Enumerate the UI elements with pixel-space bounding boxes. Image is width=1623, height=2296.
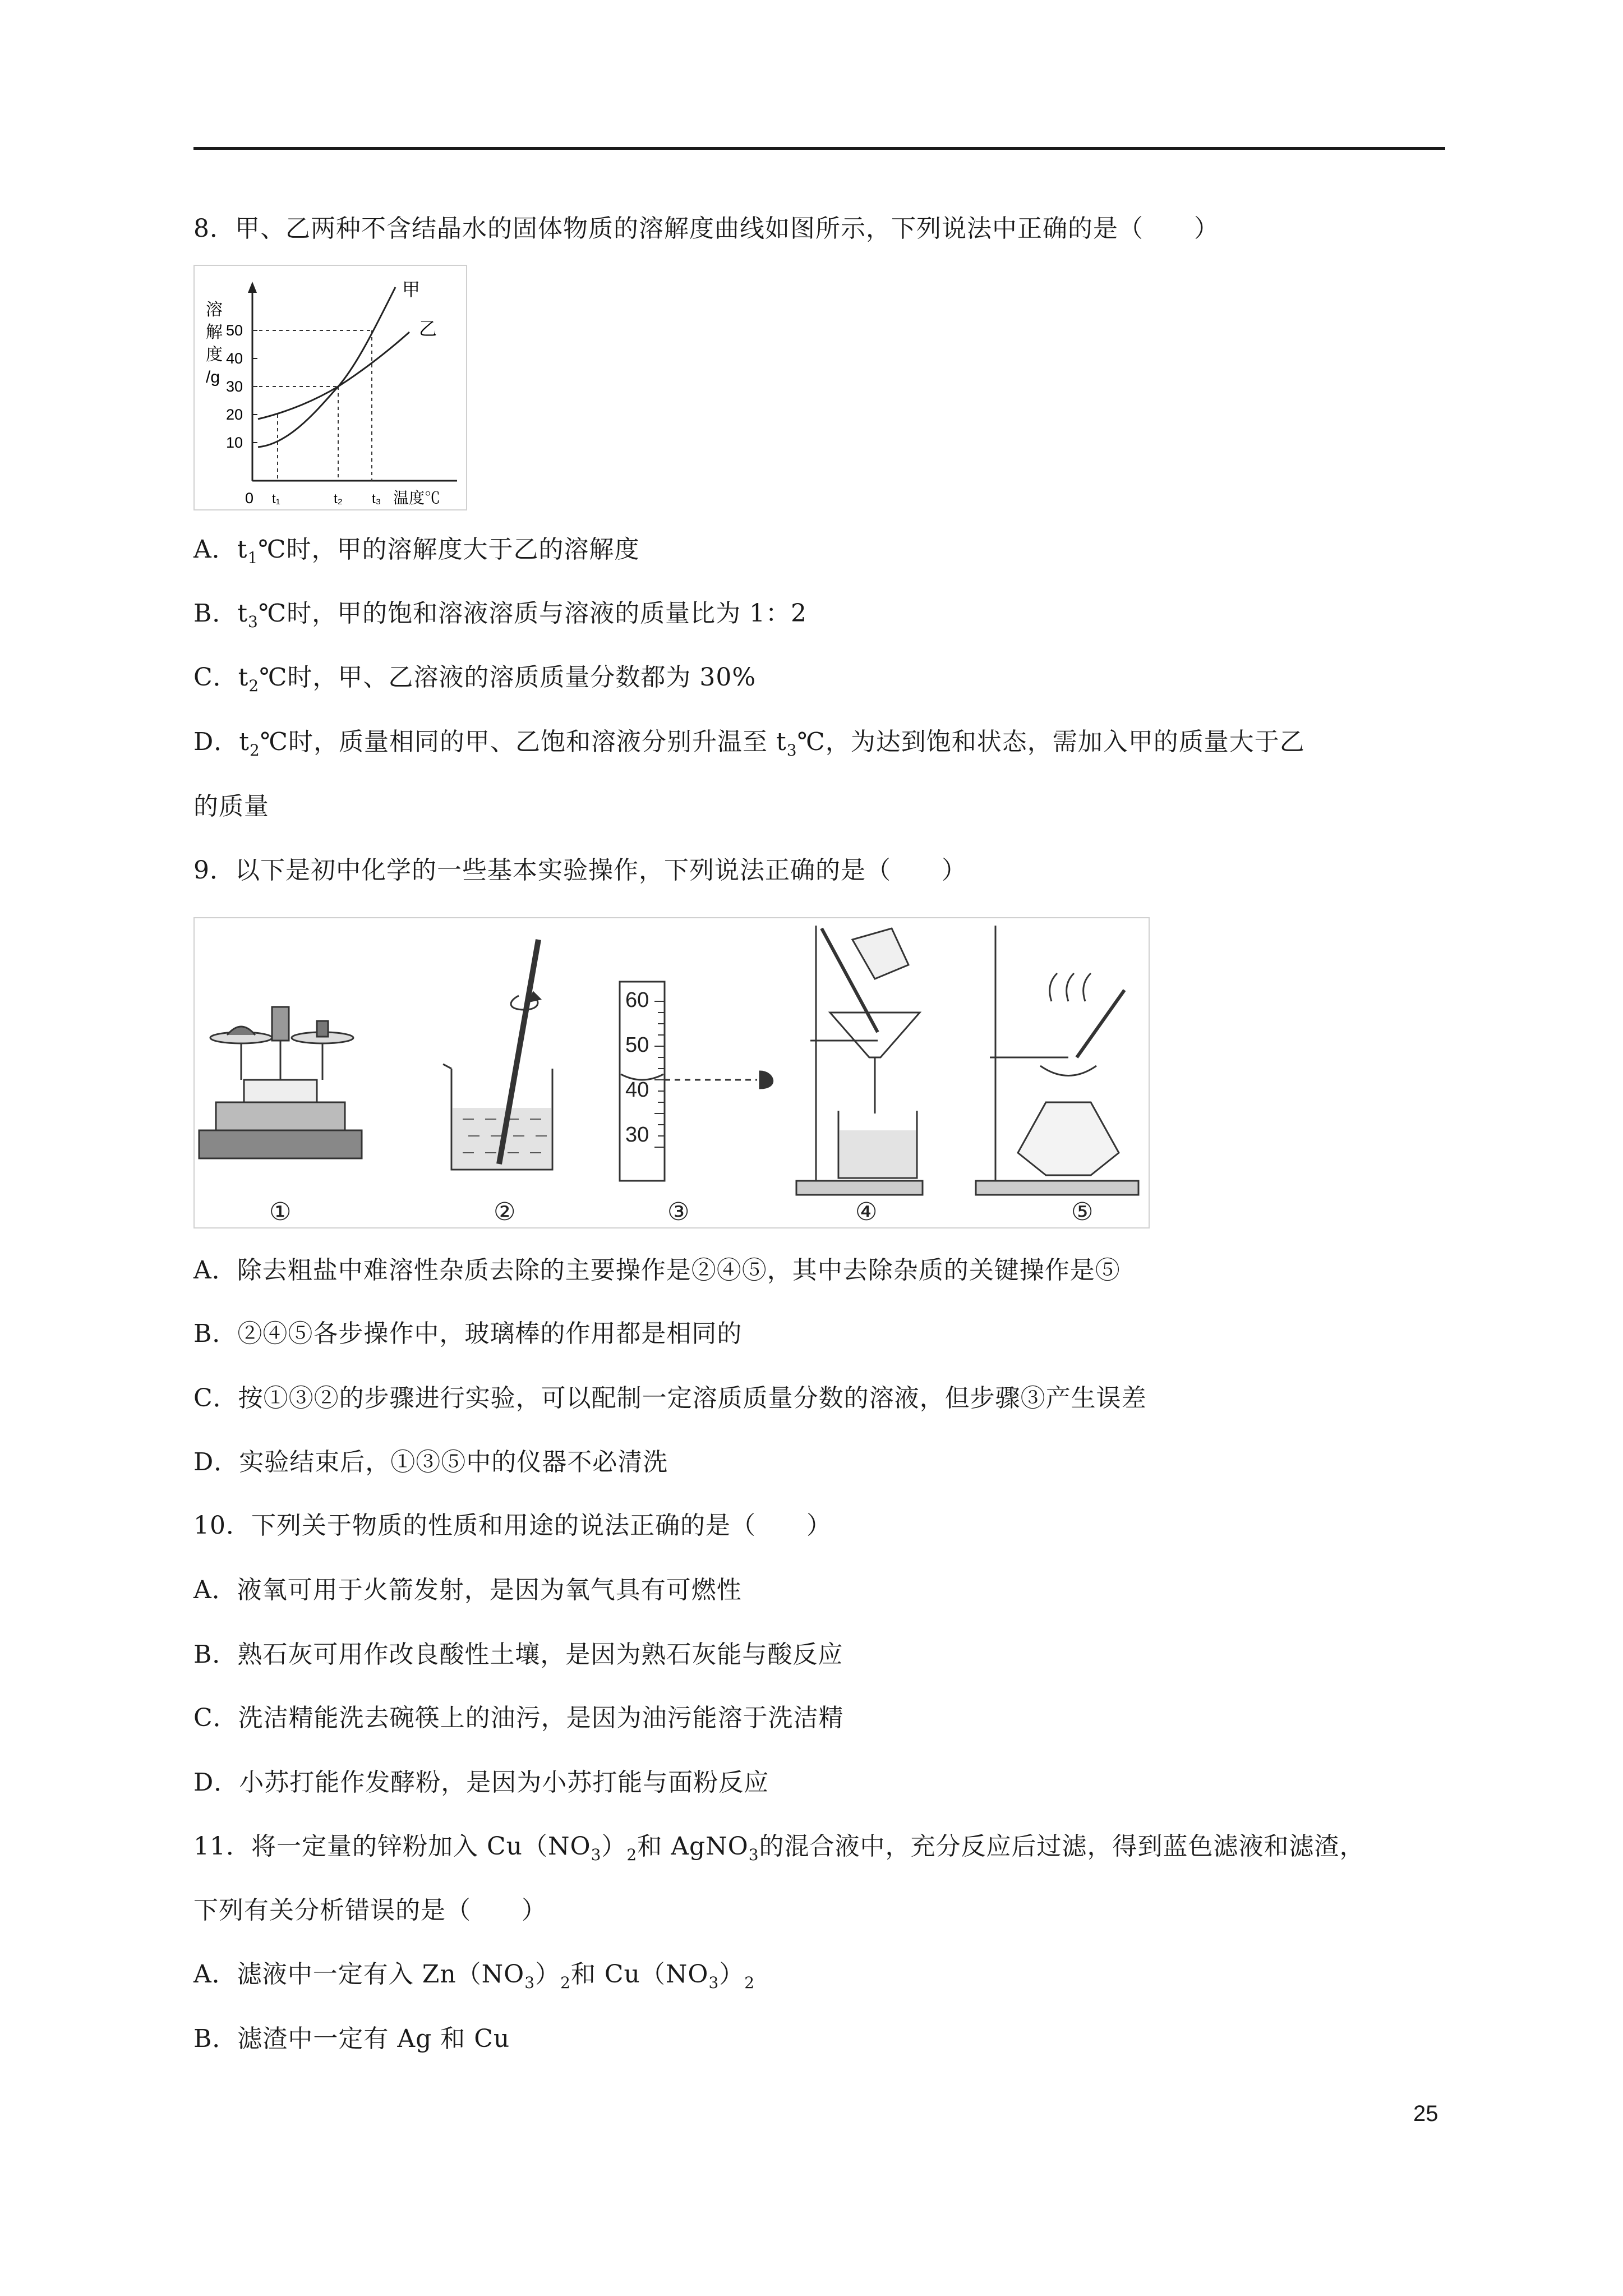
x-tick-t1: t₁	[272, 491, 280, 507]
cylinder-tick-50: 50	[625, 1033, 649, 1057]
figure-label-1: ①	[269, 1198, 292, 1226]
x-origin: 0	[245, 490, 254, 507]
q8-stem: 8．甲、乙两种不含结晶水的固体物质的溶解度曲线如图所示，下列说法中正确的是（ ）	[193, 214, 1219, 243]
q11-stem-line1: 11．将一定量的锌粉加入 $Cu(NO_3)_2$和 AgNO$_3$的混合液中，充分反应后过滤，得到蓝色滤液和滤渣，	[193, 1832, 1365, 1864]
x-tick-t2: t₂	[334, 491, 343, 507]
series-label-jia: 甲	[402, 279, 421, 300]
solubility-curve-figure	[193, 265, 467, 510]
y-label-2: 解	[206, 323, 223, 342]
q11-option-b: B．滤渣中一定有 Ag 和 Cu	[193, 2024, 510, 2053]
q10-stem: 10．下列关于物质的性质和用途的说法正确的是（ ）	[193, 1511, 832, 1540]
q8-option-b: B．$t_3℃$时，甲的饱和溶液溶质与溶液的质量比为 1：2	[193, 599, 808, 631]
q9-option-a: A．除去粗盐中难溶性杂质去除的主要操作是②④⑤，其中去除杂质的关键操作是⑤	[193, 1256, 1121, 1285]
q8-option-a: A．$t_1℃$时，甲的溶解度大于乙的溶解度	[193, 535, 640, 567]
y-tick-40: 40	[226, 350, 243, 367]
figure-label-2: ②	[494, 1198, 516, 1226]
y-tick-30: 30	[226, 378, 243, 395]
figure-label-5: ⑤	[1071, 1198, 1094, 1226]
x-axis-label: 温度℃	[393, 489, 441, 507]
figure-label-3: ③	[667, 1198, 690, 1226]
x-tick-t3: t₃	[372, 491, 381, 507]
q9-option-c: C．按①③②的步骤进行实验，可以配制一定溶质质量分数的溶液，但步骤③产生误差	[193, 1384, 1147, 1412]
q8-option-c: C．$t_2℃$时，甲、乙溶液的溶质质量分数都为 30%	[193, 663, 757, 695]
q10-option-c: C．洗洁精能洗去碗筷上的油污，是因为油污能溶于洗洁精	[193, 1704, 844, 1732]
cylinder-tick-30: 30	[625, 1123, 649, 1147]
header-rule	[193, 147, 1445, 150]
lab-operations-figure	[193, 917, 1150, 1228]
q9-option-d: D．实验结束后，①③⑤中的仪器不必清洗	[193, 1448, 668, 1476]
q10-option-a: A．液氧可用于火箭发射，是因为氧气具有可燃性	[193, 1576, 742, 1604]
cylinder-tick-60: 60	[625, 988, 649, 1012]
figure-label-4: ④	[855, 1198, 878, 1226]
q11-stem-line2: 下列有关分析错误的是（ ）	[193, 1896, 547, 1925]
q8-option-d: D．$t_2℃$时，质量相同的甲、乙饱和溶液分别升温至 $t_3℃$，为达到饱和状态，需加入甲的质量大于乙	[193, 728, 1305, 760]
y-label-1: 溶	[206, 301, 223, 319]
page-number: 25	[1413, 2101, 1438, 2126]
q9-option-b: B．②④⑤各步操作中，玻璃棒的作用都是相同的	[193, 1319, 743, 1348]
q9-stem: 9．以下是初中化学的一些基本实验操作，下列说法正确的是（ ）	[193, 856, 967, 885]
y-label-4: /g	[206, 368, 220, 386]
y-tick-20: 20	[226, 406, 243, 423]
cylinder-tick-40: 40	[625, 1078, 649, 1102]
q10-option-b: B．熟石灰可用作改良酸性土壤，是因为熟石灰能与酸反应	[193, 1640, 843, 1669]
series-label-yi: 乙	[419, 319, 437, 339]
q10-option-d: D．小苏打能作发酵粉，是因为小苏打能与面粉反应	[193, 1768, 769, 1797]
y-tick-50: 50	[226, 322, 243, 339]
y-label-3: 度	[206, 346, 223, 364]
y-tick-10: 10	[226, 434, 243, 451]
q8-option-d-cont: 的质量	[193, 792, 269, 821]
q11-option-a: A．滤液中一定有入 $Zn(NO_3)_2$和 $Cu(NO_3)_2$	[193, 1960, 755, 1992]
